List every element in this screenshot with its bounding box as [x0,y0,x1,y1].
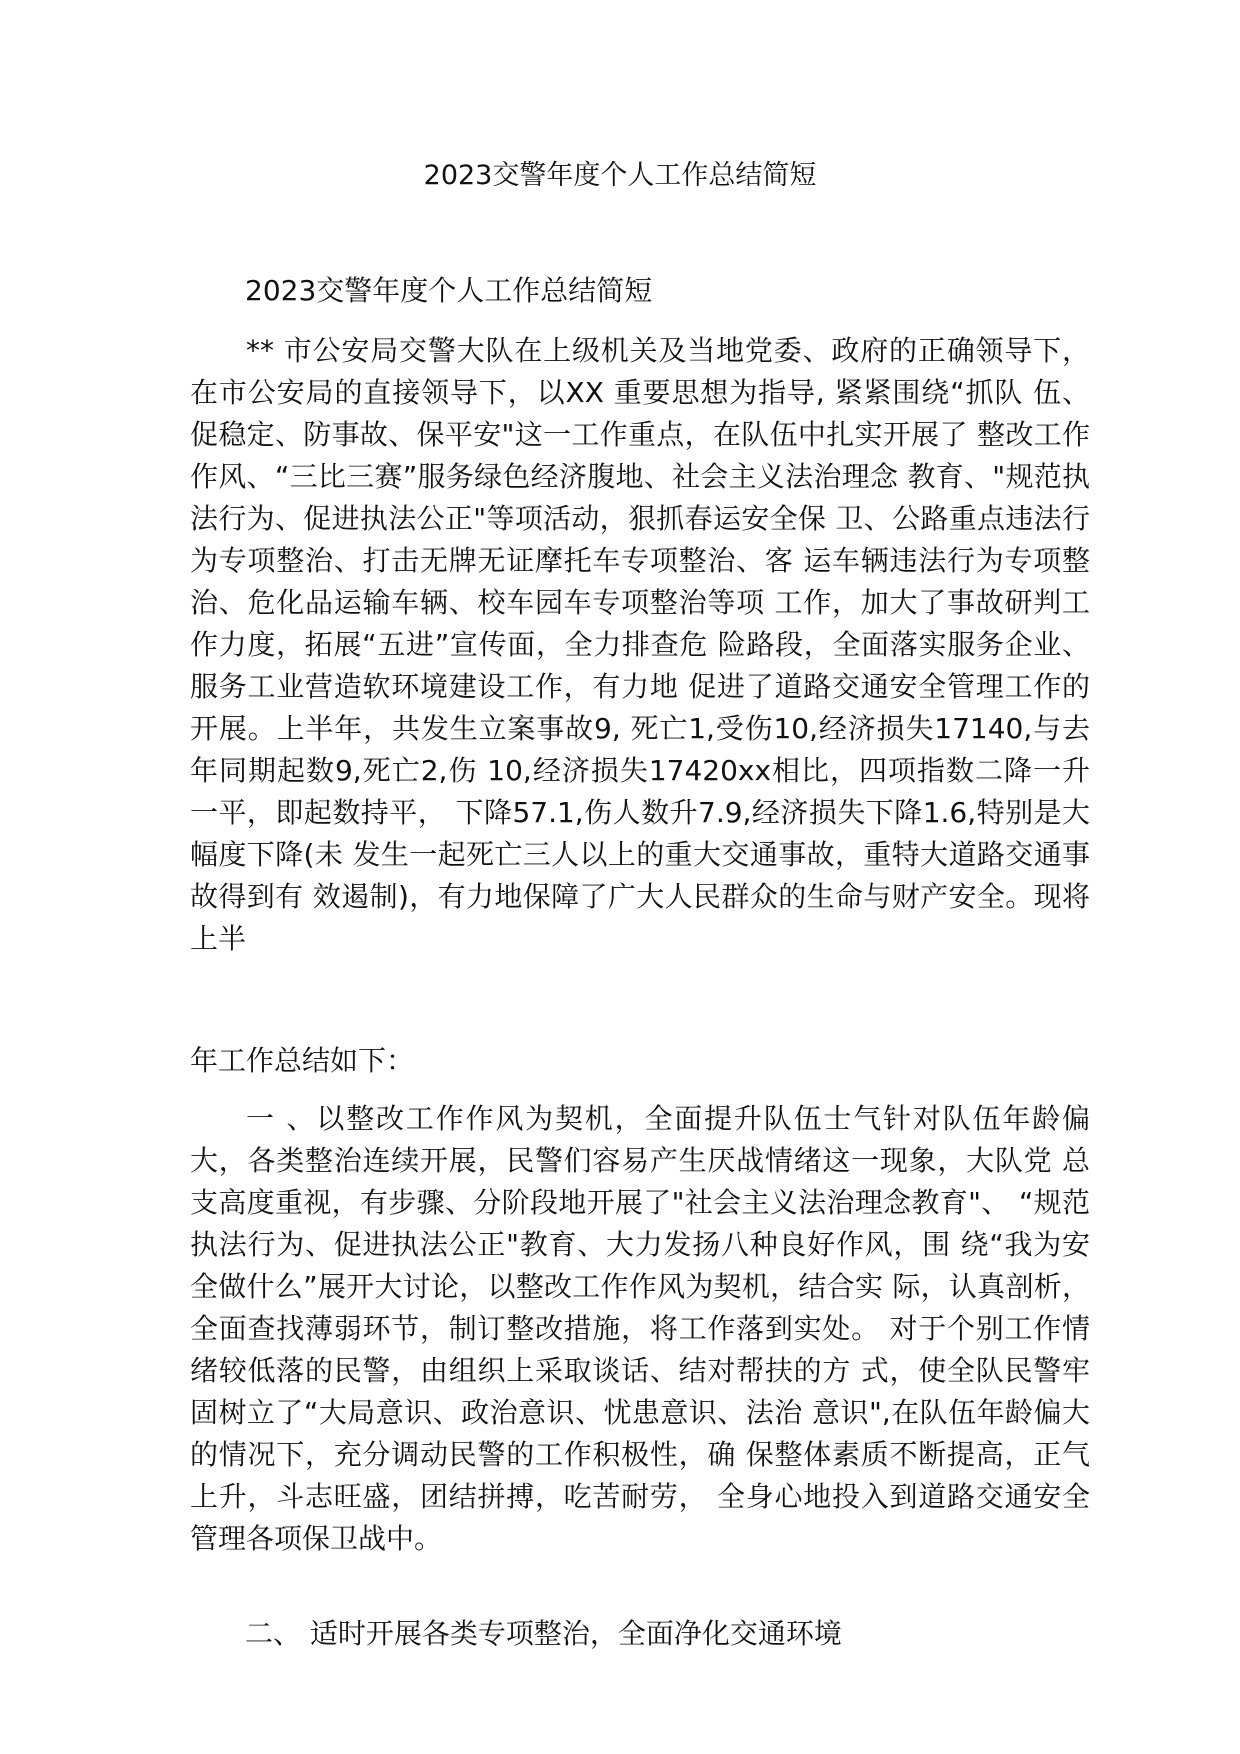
paragraph-transition: 年工作总结如下： [190,1044,415,1077]
document-title: 2023交警年度个人工作总结简短 [423,160,817,191]
paragraph-intro: ** 市公安局交警大队在上级机关及当地党委、政府的正确领导下， 在市公安局的直接领导下，以XX 重要思想为指导, 紧紧围绕“抓队 伍、促稳定、防事故、保平安"这一工作重点，在队伍中扎实开展了 整改工作作风、“三比三赛”服务绿色经济腹地、社会主义法治理念 教育、"规范执法行为、促进执法公正"等项活动，狠抓春运安全保 卫、公路重点违法行为专项整治、打击无牌无证摩托车专项整治、客 运车辆违法行为专项整治、危化品运输车辆、校车园车专项整治等项 工作，加大了事故研判工作力度，拓展“五进”宣传面，全力排查危 险路段，全面落实服务企业、服务工业营造软环境建设工作，有力地 促进了道路交通安全管理工作的开展。上半年，共发生立案事故9, 死亡1,受伤10,经济损失17140,与去年同期起数9,死亡2,伤 10,经济损失17420xx相比，四项指数二降一升一平，即起数持平， 下降57.1,伤人数升7.9,经济损失下降1.6,特别是大幅度下降(未 发生一起死亡三人以上的重大交通事故，重特大道路交通事故得到有 效遏制)，有力地保障了广大人民群众的生命与财产安全。现将上半 [190,334,1090,955]
section-heading-two: 二、 适时开展各类专项整治，全面净化交通环境 [245,1617,842,1650]
paragraph-section-one: 一 、以整改工作作风为契机，全面提升队伍士气针对队伍年龄偏 大，各类整治连续开展，民警们容易产生厌战情绪这一现象，大队党 总支高度重视，有步骤、分阶段地开展了"社会主义法治理念教育"、 “规范执法行为、促进执法公正"教育、大力发扬八种良好作风，围 绕“我为安全做什么”展开大讨论，以整改工作作风为契机，结合实 际，认真剖析，全面查找薄弱环节，制订整改措施，将工作落到实处。 对于个别工作情绪较低落的民警，由组织上采取谈话、结对帮扶的方 式，使全队民警牢固树立了“大局意识、政治意识、忧患意识、法治 意识",在队伍年龄偏大的情况下，充分调动民警的工作积极性，确 保整体素质不断提高，正气上升，斗志旺盛，团结拼搏，吃苦耐劳， 全身心地投入到道路交通安全管理各项保卫战中。 [190,1102,1090,1555]
document-subtitle: 2023交警年度个人工作总结简短 [245,274,653,307]
